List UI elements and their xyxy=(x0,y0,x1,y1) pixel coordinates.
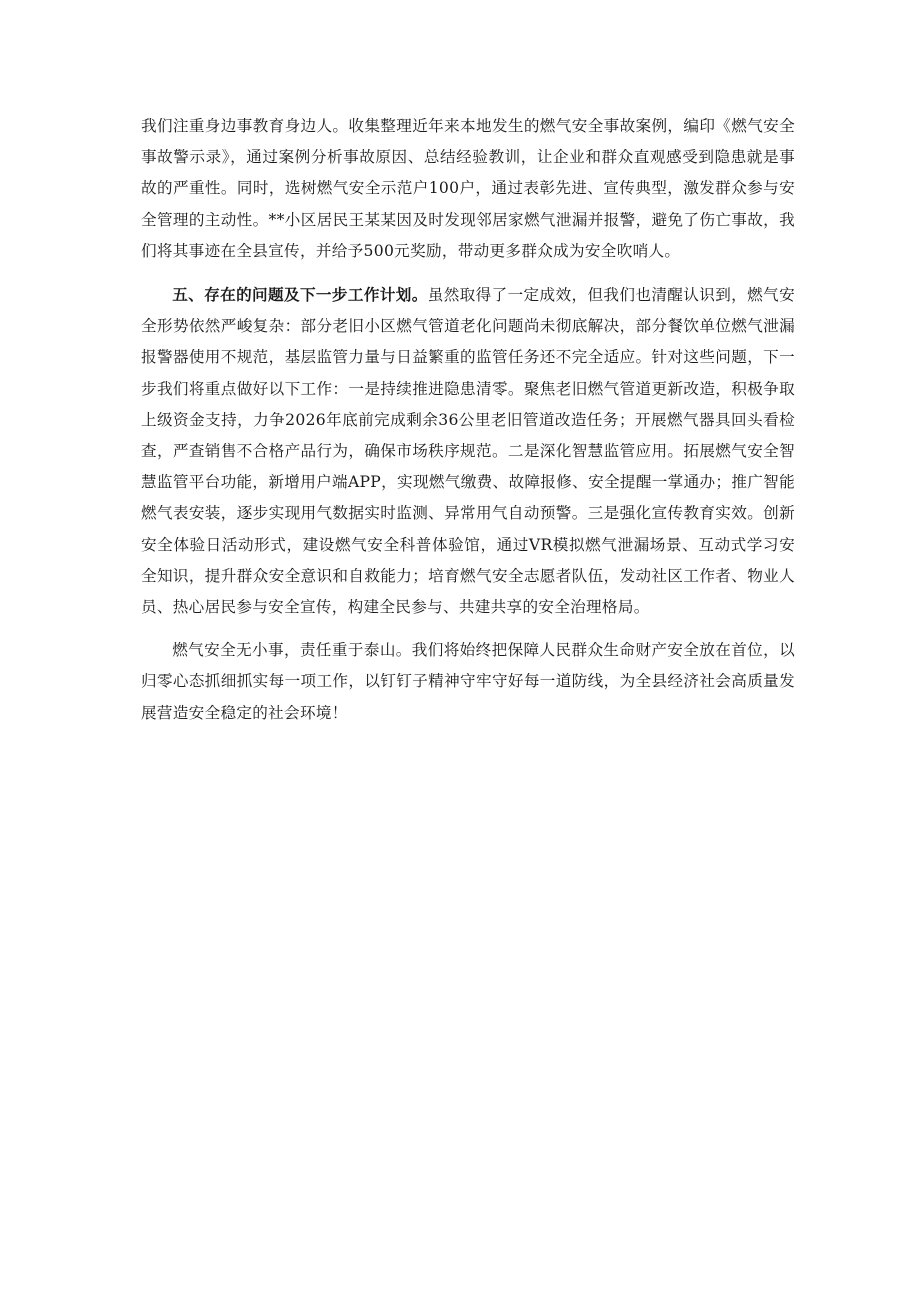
paragraph-1-text: 我们注重身边事教育身边人。收集整理近年来本地发生的燃气安全事故案例，编印《燃气安全事故警示录》，通过案例分析事故原因、总结经验教训，让企业和群众直观感受到隐患就是事故的严重性。同时，选树燃气安全示范户100户，通过表彰先进、宣传典型，激发群众参与安全管理的主动性。**小区居民王某某因及时发现邻居家燃气泄漏并报警，避免了伤亡事故，我们将其事迹在全县宣传，并给予500元奖励，带动更多群众成为安全吹哨人。 xyxy=(141,117,795,260)
paragraph-2 xyxy=(141,279,795,623)
paragraph-1 xyxy=(141,111,795,267)
paragraph-3-text: 燃气安全无小事，责任重于泰山。我们将始终把保障人民群众生命财产安全放在首位，以归零心态抓细抓实每一项工作，以钉钉子精神守牢守好每一道防线，为全县经济社会高质量发展营造安全稳定的社会环境！ xyxy=(141,641,795,722)
document-body xyxy=(141,111,795,741)
paragraph-2-text: 虽然取得了一定成效，但我们也清醒认识到，燃气安全形势依然严峻复杂：部分老旧小区燃气管道老化问题尚未彻底解决，部分餐饮单位燃气泄漏报警器使用不规范，基层监管力量与日益繁重的监管任务还不完全适应。针对这些问题，下一步我们将重点做好以下工作：一是持续推进隐患清零。聚焦老旧燃气管道更新改造，积极争取上级资金支持，力争2026年底前完成剩余36公里老旧管道改造任务；开展燃气器具回头看检查，严查销售不合格产品行为，确保市场秩序规范。二是深化智慧监管应用。拓展燃气安全智慧监管平台功能，新增用户端APP，实现燃气缴费、故障报修、安全提醒一掌通办；推广智能燃气表安装，逐步实现用气数据实时监测、异常用气自动预警。三是强化宣传教育实效。创新安全体验日活动形式，建设燃气安全科普体验馆，通过VR模拟燃气泄漏场景、互动式学习安全知识，提升群众安全意识和自救能力；培育燃气安全志愿者队伍，发动社区工作者、物业人员、热心居民参与安全宣传，构建全民参与、共建共享的安全治理格局。 xyxy=(141,286,795,617)
section-heading: 五、存在的问题及下一步工作计划。 xyxy=(172,285,428,305)
paragraph-3 xyxy=(141,635,795,729)
